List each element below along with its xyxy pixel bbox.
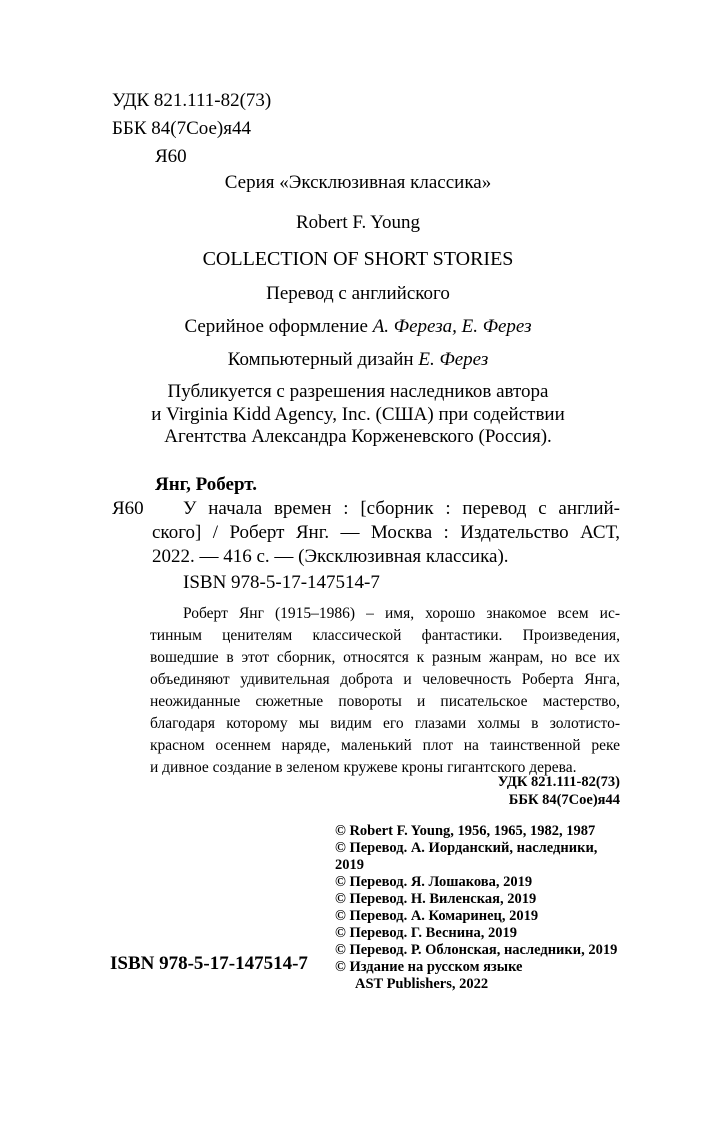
imprint-content [96,87,620,993]
publisher-line: AST Publishers, 2022 [355,975,489,992]
card-author-heading: Янг, Роберт. [155,473,257,495]
translation-note: Перевод с английского [266,283,450,304]
series-design-credit [96,315,620,339]
copyright-line: © Robert F. Young, 1956, 1965, 1982, 1987 [335,822,596,839]
permission-line: Публикуется с разрешения наследников автора [167,381,549,402]
top-codes-block [112,87,620,171]
computer-design-credit [96,348,620,372]
annotation-line: благодаря которому мы видим его глазами холмы в золотисто- [150,714,620,732]
annotation-line: Роберт Янг (1915–1986) – имя, хорошо знакомое всем ис- [183,604,620,622]
computer-design-names: Е. Ферез [418,349,489,370]
permission-note [96,381,620,449]
isbn-bottom: ISBN 978-5-17-147514-7 [110,952,308,974]
copyright-line: © Перевод. Р. Облонская, наследники, 2019 [335,941,618,958]
bbk-code: ББК 84(7Сое)я44 [112,118,251,139]
annotation-line: тинным ценителям классической фантастики. Произведения, [150,626,620,644]
copyright-line: © Перевод. Н. Виленская, 2019 [335,890,537,907]
computer-design-label: Компьютерный дизайн [227,349,419,370]
copyright-line: © Перевод. Г. Веснина, 2019 [335,924,517,941]
series-design-names: А. Фереза, Е. Ферез [372,316,532,337]
card-entry-line: ского] / Роберт Янг. — Москва : Издательство АСТ, [152,521,620,543]
annotation-line: и дивное создание в зеленом кружеве кроны гигантского дерева. [150,758,577,776]
card-isbn: ISBN 978-5-17-147514-7 [183,571,380,593]
annotation-line: неожиданные сюжетные повороты и писательское мастерство, [150,692,620,710]
annotation-line: объединяют удивительная доброта и человечность Роберта Янга, [150,670,620,688]
copyright-line: © Перевод. Я. Лошакова, 2019 [335,873,533,890]
series-line: Серия «Эксклюзивная классика» [224,172,492,193]
author-name: Robert F. Young [295,212,421,233]
copyright-list [335,823,620,993]
bottom-section [96,823,620,993]
permission-line: и Virginia Kidd Agency, Inc. (США) при содействии [151,403,565,425]
annotation-line: вошедшие в этот сборник, относятся к разным жанрам, но все их [150,648,620,666]
card-entry-line: У начала времен : [сборник : перевод с англий- [183,497,620,519]
bottom-udk-code: УДК 821.111-82(73) [497,773,620,790]
annotation-line: красном осеннем наряде, маленький плот на таинственной реке [150,736,620,754]
annotation [150,603,620,779]
copyright-line: © Перевод. А. Комаринец, 2019 [335,907,539,924]
card-author-sign: Я60 [112,497,144,519]
bottom-bbk-code: ББК 84(7Сое)я44 [508,791,620,808]
copyright-line: © Издание на русском языке [335,958,523,975]
card-entry-line: 2022. — 416 с. — (Эксклюзивная классика). [152,545,509,567]
catalog-card [96,473,620,595]
series-design-label: Серийное оформление [184,316,373,337]
author-sign: Я60 [155,146,187,167]
udk-code: УДК 821.111-82(73) [112,90,272,111]
card-entry [96,497,620,569]
copyright-line: © Перевод. А. Иорданский, наследники, 2019 [335,839,598,873]
permission-line: Агентства Александра Корженевского (Россия). [164,426,552,447]
book-title: COLLECTION OF SHORT STORIES [202,248,514,270]
